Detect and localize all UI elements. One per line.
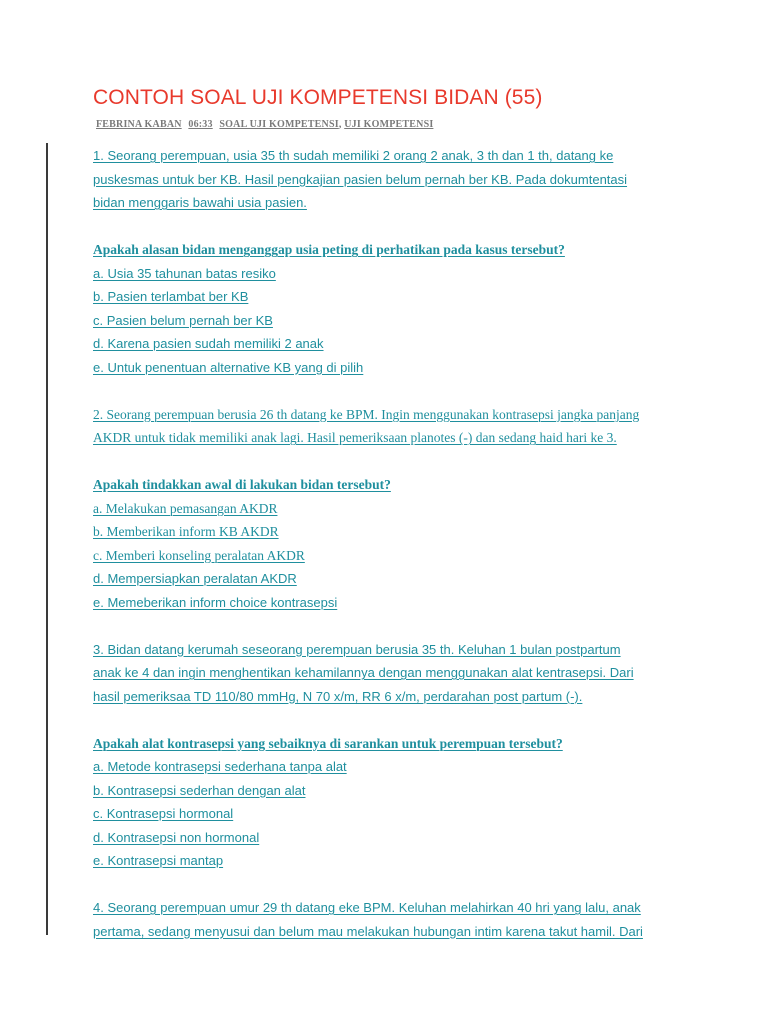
- label-link-1[interactable]: SOAL UJI KOMPETENSI: [219, 119, 339, 130]
- q3-line-2[interactable]: anak ke 4 dan ingin menghentikan kehamilannya dengan menggunakan alat kentrasepsi. Dari: [93, 665, 634, 680]
- post-time[interactable]: 06:33: [188, 119, 213, 130]
- q4-line-2[interactable]: pertama, sedang menyusui dan belum mau melakukan hubungan intim karena takut hamil. Dari: [93, 923, 643, 939]
- q4-line-1[interactable]: 4. Seorang perempuan umur 29 th datang eke BPM. Keluhan melahirkan 40 hri yang lalu, anak: [93, 900, 641, 915]
- q2-question[interactable]: Apakah tindakkan awal di lakukan bidan tersebut?: [93, 477, 391, 492]
- q1-line-2[interactable]: puskesmas untuk ber KB. Hasil pengkajian pasien belum pernah ber KB. Pada dokumtentasi: [93, 171, 628, 187]
- q2-line-2[interactable]: AKDR untuk tidak memiliki anak lagi. Hasil pemeriksaan planotes (-) dan sedang haid hari ke 3.: [93, 430, 617, 445]
- q3-option-b[interactable]: b. Kontrasepsi sederhan dengan alat: [93, 782, 306, 798]
- q3-option-a[interactable]: a. Metode kontrasepsi sederhana tanpa alat: [93, 759, 347, 774]
- q3-line-3[interactable]: hasil pemeriksaa TD 110/80 mmHg, N 70 x/m, RR 6 x/m, perdarahan post partum (-).: [93, 688, 583, 704]
- q2-option-b[interactable]: b. Memberikan inform KB AKDR: [93, 524, 279, 539]
- q2-line-1[interactable]: 2. Seorang perempuan berusia 26 th datang ke BPM. Ingin menggunakan kontrasepsi jangka panjang: [93, 406, 640, 422]
- label-link-2[interactable]: UJI KOMPETENSI: [344, 119, 434, 130]
- q2-option-e[interactable]: e. Memeberikan inform choice kontrasepsi: [93, 594, 338, 610]
- q1-option-b[interactable]: b. Pasien terlambat ber KB: [93, 289, 249, 304]
- post-body: [93, 144, 683, 943]
- q3-question[interactable]: Apakah alat kontrasepsi yang sebaiknya di sarankan untuk perempuan tersebut?: [93, 735, 563, 751]
- q2-option-c[interactable]: c. Memberi konseling peralatan AKDR: [93, 547, 305, 563]
- q1-option-c[interactable]: c. Pasien belum pernah ber KB: [93, 312, 273, 328]
- label-separator: ,: [338, 119, 342, 130]
- post-meta: [96, 119, 437, 130]
- q1-option-d[interactable]: d. Karena pasien sudah memiliki 2 anak: [93, 336, 324, 351]
- margin-line: [46, 143, 48, 935]
- q3-option-e[interactable]: e. Kontrasepsi mantap: [93, 853, 224, 868]
- q3-option-d[interactable]: d. Kontrasepsi non hormonal: [93, 829, 260, 845]
- q1-line-3[interactable]: bidan menggaris bawahi usia pasien.: [93, 195, 307, 210]
- q3-option-c[interactable]: c. Kontrasepsi hormonal: [93, 806, 234, 821]
- q1-option-a[interactable]: a. Usia 35 tahunan batas resiko: [93, 265, 276, 281]
- q2-option-d[interactable]: d. Mempersiapkan peralatan AKDR: [93, 571, 297, 586]
- q1-line-1[interactable]: 1. Seorang perempuan, usia 35 th sudah memiliki 2 orang 2 anak, 3 th dan 1 th, datang ke: [93, 148, 614, 163]
- q1-question[interactable]: Apakah alasan bidan menganggap usia peting di perhatikan pada kasus tersebut?: [93, 242, 565, 257]
- q2-option-a[interactable]: a. Melakukan pemasangan AKDR: [93, 500, 278, 516]
- author-link[interactable]: FEBRINA KABAN: [96, 119, 182, 130]
- page-title: CONTOH SOAL UJI KOMPETENSI BIDAN (55): [93, 86, 543, 109]
- q3-line-1[interactable]: 3. Bidan datang kerumah seseorang perempuan berusia 35 th. Keluhan 1 bulan postpartum: [93, 641, 621, 657]
- q1-option-e[interactable]: e. Untuk penentuan alternative KB yang di pilih: [93, 359, 364, 375]
